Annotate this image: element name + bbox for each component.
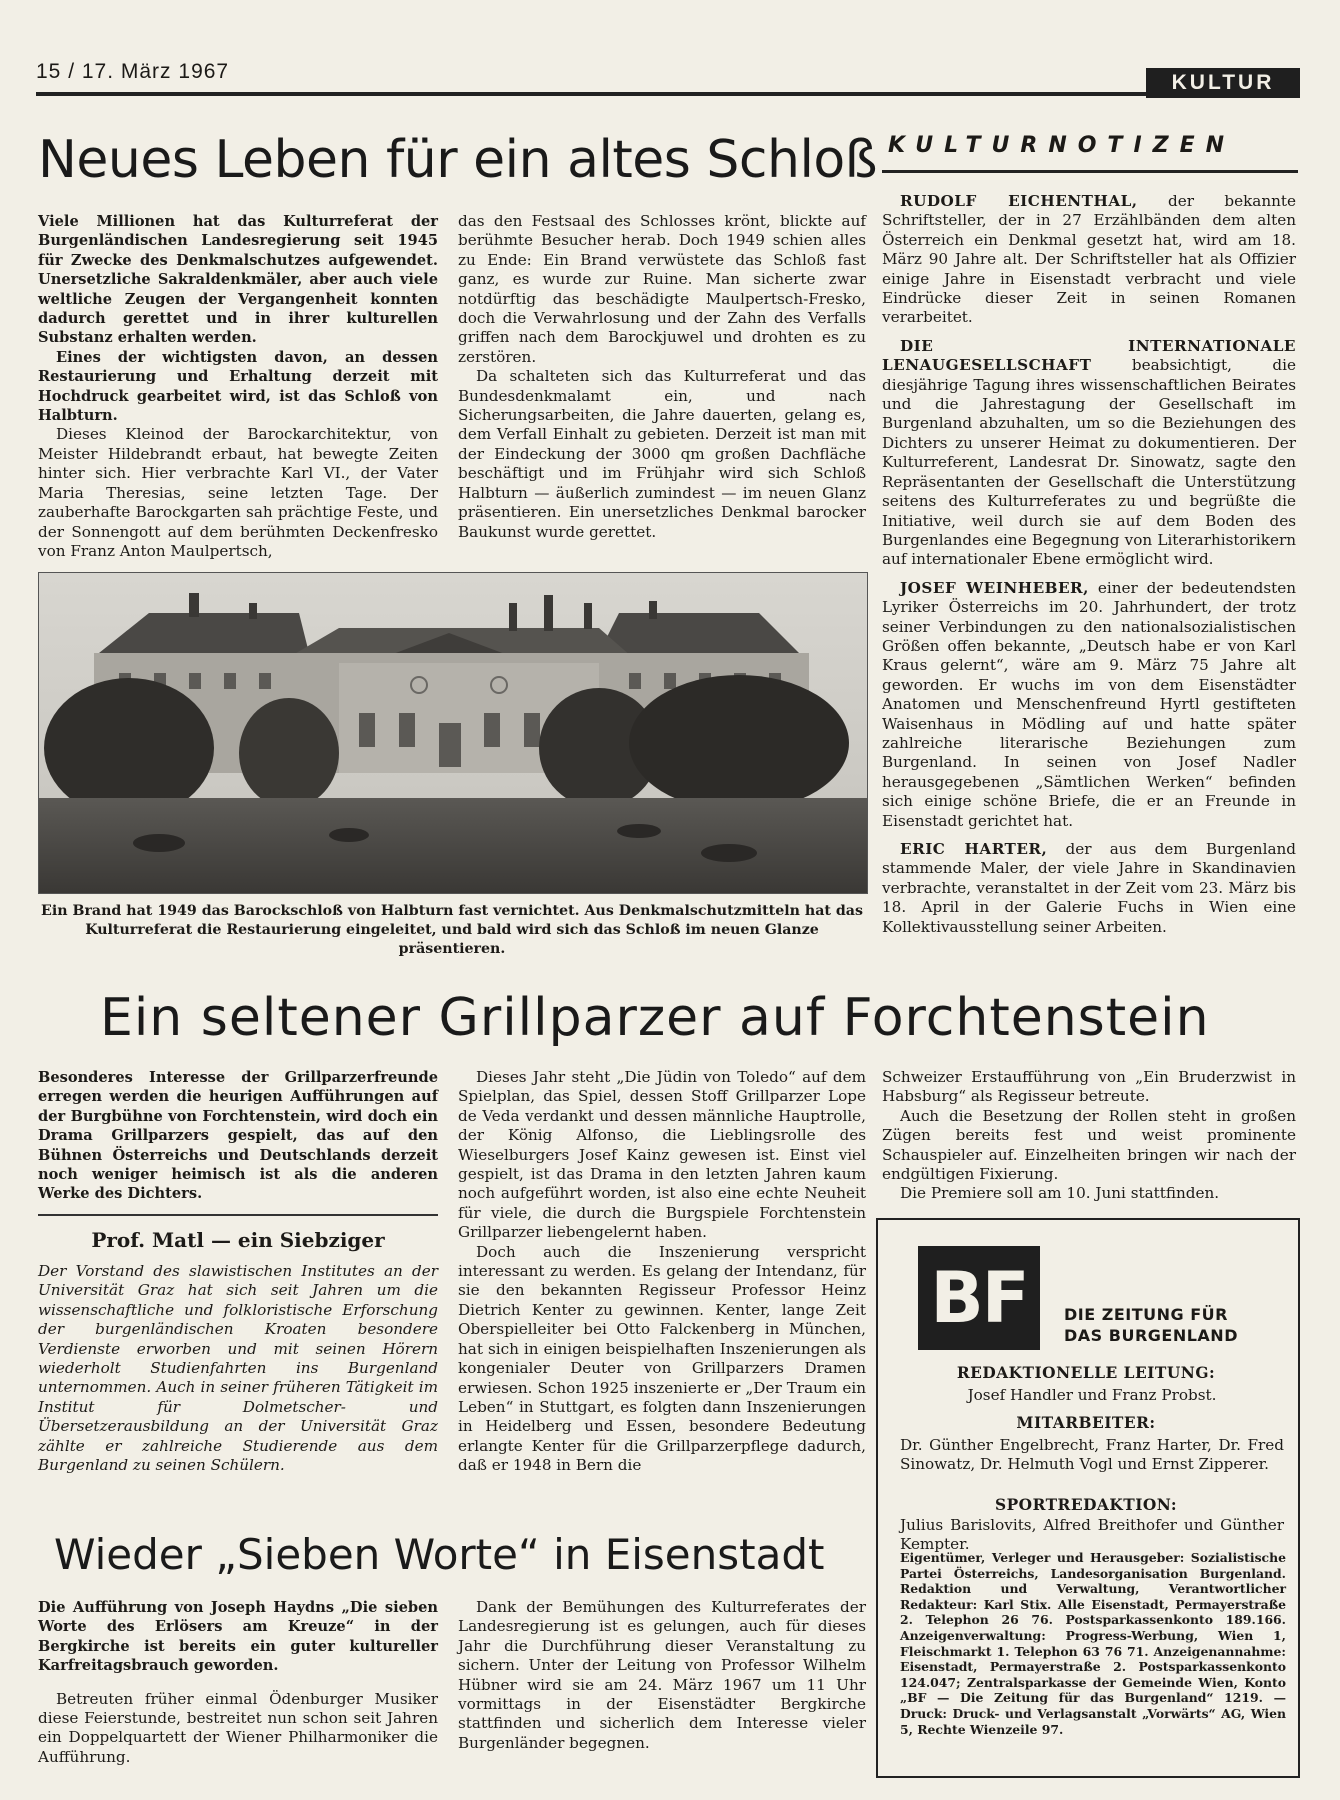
article1-body-2-p2: Da schalteten sich das Kulturreferat und das Bundesdenkmalamt ein, und nach Sicherungsarbeiten, die Jahre dauerten, gelang es, dem Verfall Einhalt zu gebieten. Derzeit ist man mit der Eindeckung der 3000 qm großen Dachfläche beschäftigt und im Frühjahr wird sich Schloß Halbturn — äußerlich zumindest — im neuen Glanz präsentieren. Ein unersetzliches Denkmal barocker Baukunst wurde gerettet. (458, 367, 866, 541)
article1-column-1 (38, 212, 438, 561)
castle-photo (38, 572, 868, 894)
note-item (882, 337, 1296, 570)
photo-caption: Ein Brand hat 1949 das Barockschloß von Halbturn fast vernichtet. Aus Denkmalschutzmitteln hat das Kulturreferat die Restaurierung eingeleitet, und bald wird sich das Schloß im neuen Glanze präsentieren. (41, 903, 863, 957)
article1-body-2-p1: das den Festsaal des Schlosses krönt, blickte auf berühmte Besucher herab. Doch 1949 schien alles zu Ende: Ein Brand verwüstete das Schloß fast ganz, es wurde zur Ruine. Man sicherte zwar notdürftig das beschädigte Maulpertsch-Fresko, doch die Verwahrlosung und der Zahn des Verfalls griffen nach dem Barockjuwel und drohten es zu zerstören. (458, 212, 866, 366)
article1-body-1-p: Dieses Kleinod der Barockarchitektur, von Meister Hildebrandt erbaut, hat bewegte Zeiten hinter sich. Hier verbrachte Karl VI., der Vater Maria Theresias, seine letzten Tage. Der zauberhafte Barockgarten sah prächtige Feste, und der Sonnengott auf dem berühmten Deckenfresko von Franz Anton Maulpertsch, (38, 425, 438, 560)
note-text: beabsichtigt, die diesjährige Tagung ihres wissenschaftlichen Beirates und die Jahrestagung der Gesellschaft im Burgenland abzuhalten, um so die Beziehungen des Dichters zu unserer Heimat zu dokumentieren. Der Kulturreferent, Landesrat Dr. Sinowatz, sagte den Repräsentanten der Gesellschaft die Unterstützung seitens des Kulturreferates zu und begrüßte die Initiative, weil durch sie auf dem Boden des Burgenlandes eine Begegnung von Literarhistorikern auf internationaler Ebene ermöglicht wird. (882, 356, 1296, 569)
article1-lead-p1: Viele Millionen hat das Kulturreferat der Burgenländischen Landesregierung seit 1945 für Zwecke des Denkmalschutzes aufgewendet. Unersetzliche Sakraldenkmäler, aber auch viele weltliche Zeugen der Vergangenheit konnten dadurch gerettet und in ihrer kulturellen Substanz erhalten werden. (38, 213, 438, 347)
impressum-red-names: Josef Handler und Franz Probst. (967, 1386, 1217, 1404)
section-tag: KULTUR (1146, 68, 1300, 98)
kulturnotizen-title: KULTURNOTIZEN (888, 133, 1236, 158)
article3-body-p: Der Vorstand des slawistischen Institutes an der Universität Graz hat sich seit Jahren um die wissenschaftliche und folkloristische Erforschung der burgenländischen Kroaten besondere Verdienste erworben und mit seinen Hörern wiederholt Studienfahrten ins Burgenland unternommen. Auch in seiner früheren Tätigkeit im Institut für Dolmetscher- und Übersetzerausbildung an der Universität Graz zählte er zahlreiche Studierende aus dem Burgenland zu seinen Schülern. (38, 1262, 438, 1475)
bf-claim-line2: DAS BURGENLAND (1064, 1326, 1238, 1345)
article3-body (38, 1262, 438, 1475)
castle-photo-illustration (39, 573, 867, 893)
bf-claim-line1: DIE ZEITUNG FÜR (1064, 1305, 1228, 1324)
article1-lead-p2: Eines der wichtigsten davon, an dessen Restaurierung und Erhaltung derzeit mit Hochdruck gearbeitet wird, ist das Schloß von Halbturn. (38, 348, 438, 425)
article2-body-p2: Doch auch die Inszenierung verspricht interessant zu werden. Es gelang der Intendanz, für sie den bekannten Regisseur Professor Heinz Dietrich Kenter zu gewinnen. Kenter, lange Zeit Oberspielleiter bei Otto Falckenberg in München, hat sich in einigen beispielhaften Inszenierungen als kongenialer Deuter von Grillparzers Dramen erwiesen. Schon 1925 inszenierte er „Der Traum ein Leben“ in Stuttgart, es folgten dann Inszenierungen in Heidelberg und Essen, besondere Bedeutung erlangte Kenter für die Grillparzerpflege dadurch, daß er 1948 in Bern die (458, 1242, 866, 1475)
article2-body-p5: Die Premiere soll am 10. Juni stattfinden. (900, 1184, 1220, 1203)
article2-headline: Ein seltener Grillparzer auf Forchtenstein (100, 988, 1210, 1048)
kulturnotizen-rule (882, 170, 1298, 173)
article4-column-2 (458, 1598, 866, 1753)
bf-logo: BF (918, 1246, 1040, 1350)
article1-lead (38, 212, 438, 425)
impressum-mit-head: MITARBEITER: (1016, 1414, 1156, 1432)
article2-lead (38, 1068, 438, 1204)
impressum-red-head: REDAKTIONELLE LEITUNG: (956, 1364, 1216, 1382)
article2-column-3 (882, 1068, 1296, 1204)
note-name: RUDOLF EICHENTHAL, (900, 192, 1138, 210)
article4-lead (38, 1598, 438, 1676)
note-item (882, 192, 1296, 328)
impressum-sport-head: SPORTREDAKTION: (994, 1496, 1177, 1514)
note-text: einer der bedeutendsten Lyriker Österreichs im 20. Jahrhundert, der trotz seiner Verbindungen zu den nationalsozialistischen Größen offen bekannte, „Deutsch habe er von Karl Kraus gelernt“, wäre am 9. März 75 Jahre alt geworden. Er wuchs im von dem Eisenstädter Anatomen und Menschenfreund Hyrtl gestifteten Waisenhaus in Mödling auf und hatte später zahlreiche literarische Beziehungen zum Burgenland. In seinen von Josef Nadler herausgegebenen „Sämtlichen Werken“ befinden sich einige schöne Briefe, die er an Freunde in Eisenstadt gerichtet hat. (882, 578, 1296, 830)
article2-lead-p: Besonderes Interesse der Grillparzerfreunde erregen werden die heurigen Aufführungen auf der Burgbühne von Forchtenstein, wird doch ein Drama Grillparzers gespielt, das auf den Bühnen Österreichs und Deutschlands derzeit noch weniger heimisch ist als die anderen Werke des Dichters. (38, 1069, 438, 1203)
article4-body-1-p: Betreuten früher einmal Ödenburger Musiker diese Feierstunde, bestreitet nun schon seit Jahren ein Doppelquartett der Wiener Philharmoniker die Aufführung. (38, 1689, 438, 1766)
impressum-small-print: Eigentümer, Verleger und Herausgeber: Sozialistische Partei Österreichs, Landesorganisation Burgenland. Redaktion und Verwaltung, Verantwortlicher Redakteur: Karl Stix. Alle Eisenstadt, Permayerstraße 2. Telephon 26 76. Postsparkassenkonto 189.166. Anzeigenverwaltung: Progress-Werbung, Wien 1, Fleischmarkt 1. Telephon 63 76 71. Anzeigenannahme: Eisenstadt, Permayerstraße 2. Postsparkassenkonto 124.047; Zentralsparkasse der Gemeinde Wien, Konto „BF — Die Zeitung für das Burgenland“ 1219. — Druck: Druck- und Verlagsanstalt „Vorwärts“ AG, Wien 5, Rechte Wienzeile 97. (900, 1550, 1286, 1737)
impressum-sport-names: Julius Barislovits, Alfred Breithofer und Günther Kempter. (900, 1516, 1284, 1553)
note-name: DIE INTERNATIONALE LENAUGESELLSCHAFT (882, 336, 1296, 375)
article2-body-p1: Dieses Jahr steht „Die Jüdin von Toledo“ auf dem Spielplan, das Spiel, dessen Stoff Grillparzer Lope de Veda verdankt und dessen männliche Hauptrolle, der König Alfonso, die Lieblingsrolle des Wieselburgers Josef Kainz gewesen ist. Einst viel gespielt, ist das Drama in den letzten Jahren kaum noch aufgeführt worden, ist also eine echte Neuheit für viele, die durch die Burgspiele Forchtenstein Grillparzer liebengelernt haben. (458, 1068, 866, 1242)
note-name: JOSEF WEINHEBER, (900, 578, 1089, 597)
article4-headline: Wieder „Sieben Worte“ in Eisenstadt (54, 1530, 825, 1579)
article1-headline: Neues Leben für ein altes Schloß (38, 130, 877, 190)
note-name: ERIC HARTER, (900, 840, 1048, 858)
impressum-mit-names: Dr. Günther Engelbrecht, Franz Harter, Dr. Fred Sinowatz, Dr. Helmuth Vogl und Ernst Zipperer. (900, 1436, 1284, 1473)
article2-body-p4: Auch die Besetzung der Rollen steht in großen Zügen bereits fest und weist prominente Schauspieler auf. Einzelheiten bringen wir nach der endgültigen Fixierung. (882, 1106, 1296, 1184)
article2-body-p3: Schweizer Erstaufführung von „Ein Bruderzwist in Habsburg“ als Regisseur betreute. (882, 1068, 1296, 1106)
note-item (882, 840, 1296, 937)
article4-body-1 (38, 1690, 438, 1768)
article2-column-2 (458, 1068, 866, 1476)
header-rule (36, 92, 1146, 96)
article4-lead-p: Die Aufführung von Joseph Haydns „Die sieben Worte des Erlösers am Kreuze“ in der Bergkirche ist bereits ein guter kultureller Karfreitagsbrauch geworden. (38, 1599, 438, 1675)
note-text: der bekannte Schriftsteller, der in 27 Erzählbänden dem alten Österreich ein Denkmal gesetzt hat, wird am 18. März 90 Jahre alt. Der Schriftsteller hat als Offizier einige Jahre in Eisenstadt verbracht und viele Eindrücke dieser Zeit in seinen Romanen verarbeitet. (882, 192, 1296, 327)
divider-rule (38, 1214, 438, 1216)
page-folio: 15 / 17. März 1967 (36, 60, 230, 83)
article4-body-2-p: Dank der Bemühungen des Kulturreferates der Landesregierung ist es gelungen, auch für dieses Jahr die Durchführung dieser Veranstaltung zu sichern. Unter der Leitung von Professor Wilhelm Hübner wird sie am 24. März 1967 um 11 Uhr vormittags in der Eisenstädter Bergkirche stattfinden und sicherlich dem Interesse vieler Burgenländer begegnen. (458, 1598, 866, 1752)
kulturnotizen-column (882, 192, 1296, 946)
article3-headline: Prof. Matl — ein Siebziger (91, 1228, 385, 1252)
note-text: der aus dem Burgenland stammende Maler, der viele Jahre in Skandinavien verbrachte, veranstaltet in der Zeit vom 23. März bis 18. April in der Galerie Fuchs in Wien eine Kollektivausstellung seiner Arbeiten. (882, 840, 1296, 936)
note-item (882, 579, 1296, 831)
bf-claim (1064, 1304, 1238, 1346)
article1-column-2 (458, 212, 866, 542)
article1-body-1 (38, 425, 438, 561)
article4-column-1 (38, 1598, 438, 1767)
